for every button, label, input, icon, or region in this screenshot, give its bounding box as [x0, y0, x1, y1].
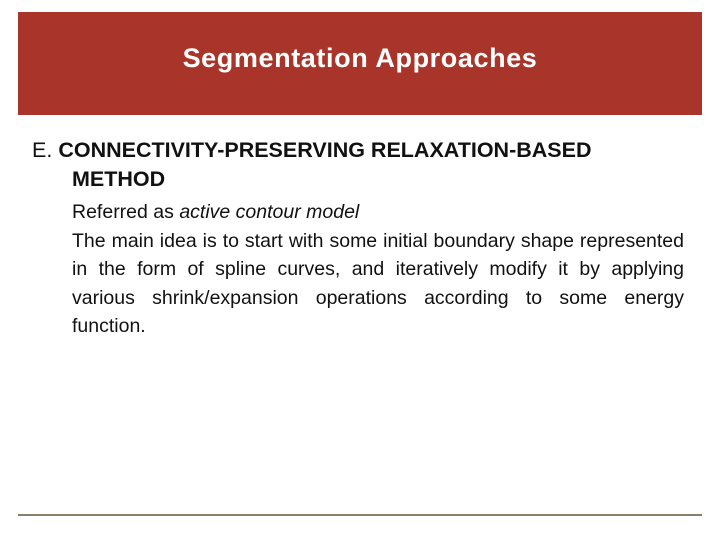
slide-content	[32, 136, 684, 341]
bullet-item-1	[32, 198, 684, 227]
footer-divider	[18, 514, 702, 516]
bullet-1-emphasis: active contour model	[179, 201, 360, 223]
slide-title: Segmentation Approaches	[182, 43, 538, 73]
heading-prefix: E.	[32, 138, 53, 162]
title-bar	[18, 12, 702, 115]
bullet-item-2	[32, 227, 684, 341]
section-heading	[32, 136, 684, 194]
bullet-text-1	[72, 201, 359, 223]
bullet-1-lead: Referred as	[72, 201, 180, 223]
heading-body: CONNECTIVITY-PRESERVING RELAXATION-BASED METHOD	[58, 138, 592, 191]
bullet-text-2: The main idea is to start with some initial boundary shape represented in the form of spline curves, and iteratively modify it by applying various shrink/expansion operations according to some energy function.	[72, 229, 684, 337]
